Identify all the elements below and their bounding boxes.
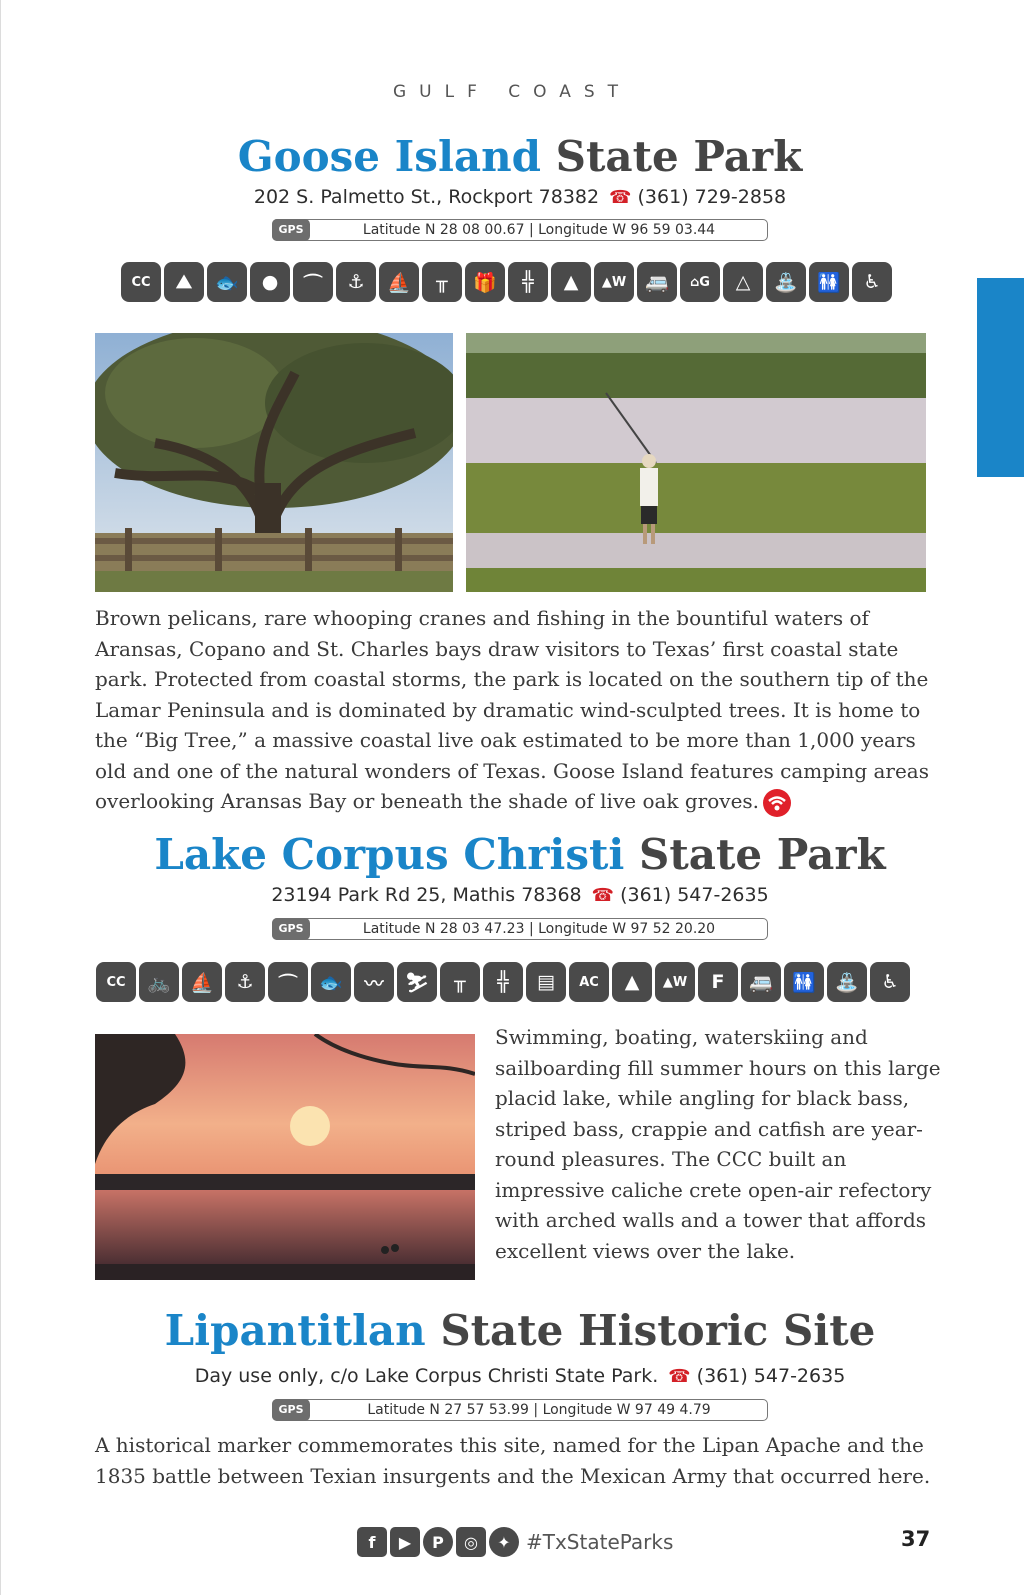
fishing-pier-icon: ⚓ (336, 262, 376, 302)
group-picnic-icon: ╬ (508, 262, 548, 302)
gps-coordinates: Latitude N 27 57 53.99 | Longitude W 97 49 4.79 (367, 1402, 711, 1418)
gps-box (272, 1399, 768, 1421)
park-description (95, 603, 945, 817)
park-address: Day use only, c/o Lake Corpus Christi State Park. (194, 1365, 659, 1387)
amenity-icons-lake-corpus-christi (96, 962, 910, 1002)
gps-box (272, 918, 768, 940)
accessible-icon: ♿ (870, 962, 910, 1002)
fish-cleaning-icon: ⌒ (293, 262, 333, 302)
accessible-icon: ♿ (852, 262, 892, 302)
gps-coordinates: Latitude N 28 08 00.67 | Longitude W 96 59 03.44 (362, 222, 716, 238)
fishing-icon: 🐟 (311, 962, 351, 1002)
group-picnic-icon: ╬ (483, 962, 523, 1002)
biking-icon: 🚲 (139, 962, 179, 1002)
youtube-icon[interactable]: ▶ (390, 1527, 420, 1557)
park-phone[interactable]: (361) 547-2635 (696, 1365, 846, 1387)
primitive-camping-icon: △ (723, 262, 763, 302)
restrooms-icon: 🚻 (809, 262, 849, 302)
tent-camping-icon: ▲ (551, 262, 591, 302)
park-address-line (0, 884, 1024, 906)
park-address-line (0, 1365, 1024, 1387)
footer-social (357, 1527, 673, 1557)
park-name-rest: State Park (639, 830, 886, 879)
phone-icon: ☎ (609, 187, 632, 208)
park-name-highlight: Lake Corpus Christi (154, 830, 625, 879)
rv-camping-icon: 🚐 (637, 262, 677, 302)
waterskiing-icon: ⛷ (397, 962, 437, 1002)
park-phone[interactable]: (361) 729-2858 (637, 186, 787, 208)
water-camping-icon: ▲W (655, 962, 695, 1002)
buoy-icon: ● (250, 262, 290, 302)
gps-coordinates: Latitude N 28 03 47.23 | Longitude W 97 52 20.20 (362, 921, 716, 937)
fisherman-in-marsh-photo (466, 333, 926, 592)
ac-cabin-icon: AC (569, 962, 609, 1002)
showers-icon: ⛲ (766, 262, 806, 302)
lake-sunset-photo (95, 1034, 475, 1280)
big-tree-photo (95, 333, 453, 592)
park-name-highlight: Lipantitlan (164, 1306, 426, 1355)
park-name-rest: State Park (555, 132, 803, 181)
gps-box (272, 219, 768, 241)
showers-icon: ⛲ (827, 962, 867, 1002)
picnic-icon: ╥ (440, 962, 480, 1002)
park-title-lipantitlan (0, 1306, 1024, 1355)
gps-tag: GPS (272, 918, 310, 940)
park-address-line (0, 186, 1024, 208)
boat-ramp-icon: ⛵ (182, 962, 222, 1002)
instagram-icon[interactable]: ◎ (456, 1527, 486, 1557)
tent-camping-icon: ▲ (612, 962, 652, 1002)
group-camping-icon: ⌂G (680, 262, 720, 302)
park-address: 202 S. Palmetto St., Rockport 78382 (253, 186, 600, 208)
park-address: 23194 Park Rd 25, Mathis 78368 (271, 884, 582, 906)
park-phone[interactable]: (361) 547-2635 (620, 884, 769, 906)
park-description: A historical marker commemorates this site, named for the Lipan Apache and the 1835 battle between Texian insurgents and the Mexican Army that occurred here. (95, 1433, 931, 1488)
water-camping-icon: ▲W (594, 262, 634, 302)
fishing-icon: 🐟 (207, 262, 247, 302)
gift-shop-icon: 🎁 (465, 262, 505, 302)
pinterest-icon[interactable]: P (423, 1527, 453, 1557)
park-name-highlight: Goose Island (237, 132, 542, 181)
section-label: GULF COAST (392, 82, 632, 102)
picnic-icon: ╥ (422, 262, 462, 302)
twitter-icon[interactable]: ✦ (489, 1527, 519, 1557)
swimming-icon: 〰 (354, 962, 394, 1002)
phone-icon: ☎ (668, 1366, 691, 1387)
amenity-icons-goose-island (121, 262, 892, 302)
screened-shelter-icon: ▤ (526, 962, 566, 1002)
park-title-goose-island (0, 132, 1024, 181)
fish-cleaning-icon: ⌒ (268, 962, 308, 1002)
park-description-text: Brown pelicans, rare whooping cranes and fishing in the bountiful waters of Aransas, Copano and St. Charles bays draw visitors to Texas’ first coastal state park. Protected from coastal storms, the park is located on the southern tip of the Lamar Peninsula and is dominated by dramatic wind-sculpted trees. It is home to the “Big Tree,” a massive coastal live oak estimated to be more than 1,000 years old and one of the natural wonders of Texas. Goose Island features camping areas overlooking Aransas Bay or beneath the shade of live oak groves. (95, 606, 929, 813)
facebook-icon[interactable]: f (357, 1527, 387, 1557)
gps-tag: GPS (272, 1399, 310, 1421)
restrooms-icon: 🚻 (784, 962, 824, 1002)
wifi-icon (763, 789, 791, 817)
section-tab (977, 278, 1024, 477)
ccc-icon: CC (96, 962, 136, 1002)
fishing-pier-icon: ⚓ (225, 962, 265, 1002)
park-title-lake-corpus-christi (0, 830, 1024, 879)
park-name-rest: State Historic Site (440, 1306, 876, 1355)
rv-camping-icon: 🚐 (741, 962, 781, 1002)
boat-ramp-icon: ⛵ (379, 262, 419, 302)
food-icon: F (698, 962, 738, 1002)
phone-icon: ☎ (591, 885, 615, 906)
park-description: Swimming, boating, waterskiing and sailboarding fill summer hours on this large placid lake, while angling for black bass, striped bass, crappie and catfish are year-round pleasures. The CCC built an impressive caliche crete open-air refectory with arched walls and a tower that affords excellent views over the lake. (495, 1025, 941, 1263)
page-border (0, 0, 1, 1595)
gps-tag: GPS (272, 219, 310, 241)
ccc-icon: CC (121, 262, 161, 302)
hiking-icon: ⛰ (164, 262, 204, 302)
hashtag[interactable]: #TxStateParks (526, 1530, 674, 1554)
page-number: 37 (901, 1527, 931, 1551)
